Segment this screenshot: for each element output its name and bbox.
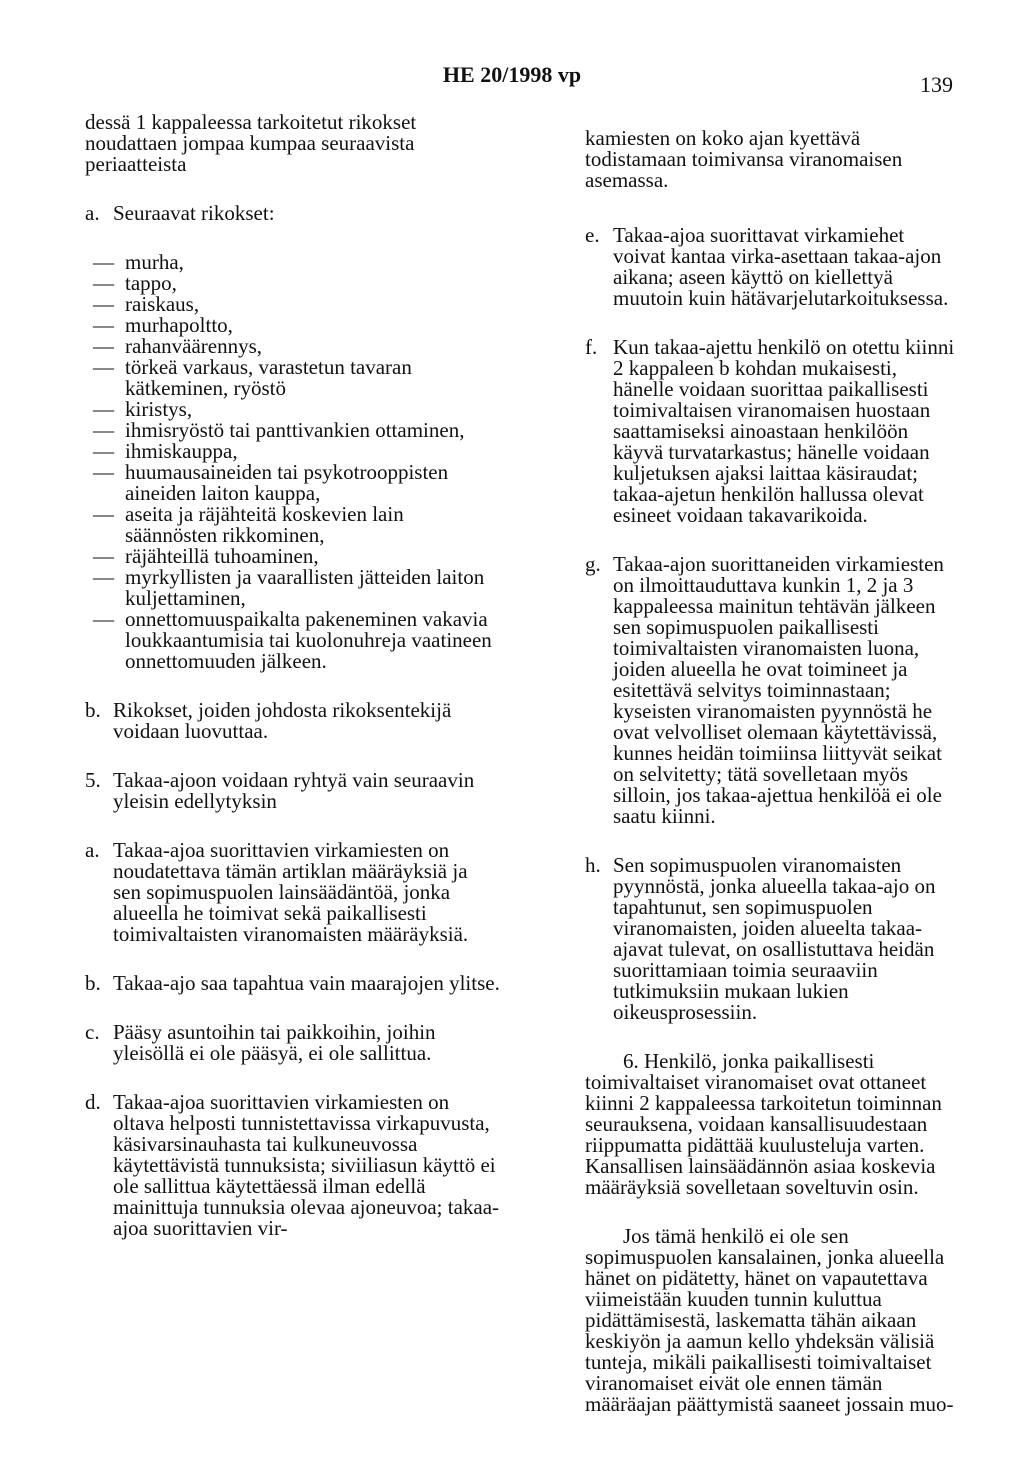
- section-b: [85, 700, 500, 742]
- item-label: b.: [85, 698, 101, 722]
- page-title: HE 20/1998 vp: [442, 62, 582, 87]
- left-column: [85, 112, 500, 1239]
- list-item: [85, 357, 500, 399]
- item-label: e.: [585, 223, 600, 247]
- dash-marker: —: [93, 418, 114, 442]
- dash-marker: —: [93, 460, 114, 484]
- list-item-text: tappo,: [125, 271, 177, 295]
- dash-marker: —: [93, 544, 114, 568]
- dash-marker: —: [93, 250, 114, 274]
- item-5f: [585, 337, 960, 526]
- page-number: 139: [920, 72, 953, 97]
- list-item: [85, 546, 500, 567]
- item-label: c.: [85, 1020, 100, 1044]
- list-item-text: onnettomuuspaikalta pakeneminen vakavia loukkaantumisia tai kuolonuhreja vaatineen onnettomuuden jälkeen.: [125, 607, 492, 673]
- intro-paragraph: dessä 1 kappaleessa tarkoitetut rikokset noudattaen jompaa kumpaa seuraavista periaatteista: [85, 110, 417, 176]
- list-item-text: rahanväärennys,: [125, 334, 263, 358]
- dash-marker: —: [93, 502, 114, 526]
- item-5a: [85, 840, 500, 945]
- section-6-continuation: Jos tämä henkilö ei ole sen sopimuspuolen kansalainen, jonka alueella hänet on pidätetty, hänet on vapautettava viimeistään kuuden tunnin kuluttua pidättämisestä, laskematta tähän aikaan keskiyön ja aamun kello yhdeksän välisiä tunteja, mikäli paikallisesti toimivaltaiset viranomaiset eivät ole ennen tämän määräajan päättymistä saaneet jossain muo-: [585, 1224, 954, 1416]
- list-item: [85, 567, 500, 609]
- list-item-text: myrkyllisten ja vaarallisten jätteiden laiton kuljettaminen,: [125, 565, 485, 610]
- list-item: [85, 252, 500, 273]
- section-5: [85, 770, 500, 812]
- item-label: a.: [85, 838, 100, 862]
- list-item: [85, 315, 500, 336]
- dash-marker: —: [93, 607, 114, 631]
- list-item: [85, 294, 500, 315]
- list-item-text: ihmiskauppa,: [125, 439, 238, 463]
- item-5b: [85, 973, 500, 994]
- item-5c: [85, 1022, 500, 1064]
- item-label: b.: [85, 971, 101, 995]
- item-label: f.: [585, 335, 598, 359]
- item-text: Kun takaa-ajettu henkilö on otettu kiinni 2 kappaleen b kohdan mukaisesti, hänelle voidaan suorittaa paikallisesti toimivaltaisen viranomaisen huostaan saattamiseksi ainoastaan henkilöön käyvä turvatarkastus; hänelle voidaan kuljetuksen ajaksi laittaa käsiraudat; takaa-ajetun henkilön hallussa olevat esineet voidaan takavarikoida.: [613, 335, 955, 527]
- list-item: [85, 504, 500, 546]
- item-text: Takaa-ajoa suorittavien virkamiesten on oltava helposti tunnistettavissa virkapuvusta, käsivarsinauhasta tai kulkuneuvossa käytettävistä tunnuksista; siviiliasun käyttö ei ole sallittua käytettäessä ilman edellä mainittuja tunnuksia olevaa ajoneuvoa; takaa-ajoa suorittavien vir-: [113, 1090, 500, 1240]
- item-label: a.: [85, 201, 100, 225]
- list-item: [85, 420, 500, 441]
- list-item: [85, 462, 500, 504]
- list-item-text: huumausaineiden tai psykotrooppisten aineiden laiton kauppa,: [125, 460, 449, 505]
- section-text: Takaa-ajoon voidaan ryhtyä vain seuraavin yleisin edellytyksin: [113, 768, 475, 813]
- item-text: Takaa-ajoa suorittavien virkamiesten on noudatettava tämän artiklan määräyksiä ja sen sopimuspuolen lainsäädäntöä, jonka alueella he toimivat sekä paikallisesti toimivaltaisten viranomaisten määräyksiä.: [113, 838, 469, 946]
- list-item-text: murha,: [125, 250, 184, 274]
- item-text: Takaa-ajon suorittaneiden virkamiesten on ilmoittauduttava kunkin 1, 2 ja 3 kappaleessa mainitun tehtävän jälkeen sen sopimuspuolen paikallisesti toimivaltaisten viranomaisten luona, joiden alueella he ovat toimineet ja esitettävä selvitys toiminnastaan; kyseisten viranomaisten pyynnöstä he ovat velvolliset olemaan käytettävissä, kunnes heidän toimiinsa liittyvät seikat on selvitetty; tätä sovelletaan myös silloin, jos takaa-ajettua henkilöä ei ole saatu kiinni.: [613, 552, 944, 828]
- list-item: [85, 441, 500, 462]
- item-text: Rikokset, joiden johdosta rikoksentekijä voidaan luovuttaa.: [113, 698, 452, 743]
- dash-marker: —: [93, 334, 114, 358]
- section-6-paragraph: 6. Henkilö, jonka paikallisesti toimivaltaiset viranomaiset ovat ottaneet kiinni 2 kappaleessa tarkoitetun toiminnan seurauksena, voidaan kansallisuudestaan riippumatta pidättää kuulusteluja varten. Kansallisen lainsäädännön asiaa koskevia määräyksiä sovelletaan soveltuvin osin.: [585, 1049, 942, 1199]
- item-text: Seuraavat rikokset:: [113, 201, 275, 225]
- list-item: [85, 609, 500, 672]
- list-item-text: murhapoltto,: [125, 313, 233, 337]
- list-item-text: raiskaus,: [125, 292, 200, 316]
- right-column: [585, 128, 960, 1415]
- item-text: Takaa-ajo saa tapahtua vain maarajojen ylitse.: [113, 971, 500, 995]
- item-5g: [585, 554, 960, 827]
- list-item: [85, 273, 500, 294]
- section-number: 5.: [85, 768, 101, 792]
- list-item-text: ihmisryöstö tai panttivankien ottaminen,: [125, 418, 465, 442]
- list-item-text: aseita ja räjähteitä koskevien lain säännösten rikkominen,: [125, 502, 404, 547]
- dash-marker: —: [93, 565, 114, 589]
- list-item-text: törkeä varkaus, varastetun tavaran kätkeminen, ryöstö: [125, 355, 412, 400]
- dash-marker: —: [93, 271, 114, 295]
- dash-marker: —: [93, 355, 114, 379]
- item-5d: [85, 1092, 500, 1239]
- item-label: h.: [585, 853, 601, 877]
- list-item: [85, 336, 500, 357]
- dash-marker: —: [93, 397, 114, 421]
- item-text: Takaa-ajoa suorittavat virkamiehet voivat kantaa virka-asettaan takaa-ajon aikana; aseen käyttö on kiellettyä muutoin kuin hätävarjelutarkoituksessa.: [613, 223, 949, 310]
- item-5h: [585, 855, 960, 1023]
- continued-paragraph: kamiesten on koko ajan kyettävä todistamaan toimivansa viranomaisen asemassa.: [585, 126, 903, 192]
- item-5e: [585, 225, 960, 309]
- item-text: Sen sopimuspuolen viranomaisten pyynnöstä, jonka alueella takaa-ajo on tapahtunut, sen sopimuspuolen viranomaisten, joiden alueelta takaa-ajavat tulevat, on osallistuttava heidän suorittamiaan toimia seuraaviin tutkimuksiin mukaan lukien oikeusprosessiin.: [613, 853, 936, 1024]
- crime-list: [85, 252, 500, 672]
- list-item-text: räjähteillä tuhoaminen,: [125, 544, 319, 568]
- section-a: [85, 203, 500, 224]
- item-label: d.: [85, 1090, 101, 1114]
- dash-marker: —: [93, 313, 114, 337]
- list-item: [85, 399, 500, 420]
- dash-marker: —: [93, 292, 114, 316]
- dash-marker: —: [93, 439, 114, 463]
- list-item-text: kiristys,: [125, 397, 193, 421]
- item-text: Pääsy asuntoihin tai paikkoihin, joihin yleisöllä ei ole pääsyä, ei ole sallittua.: [113, 1020, 436, 1065]
- item-label: g.: [585, 552, 601, 576]
